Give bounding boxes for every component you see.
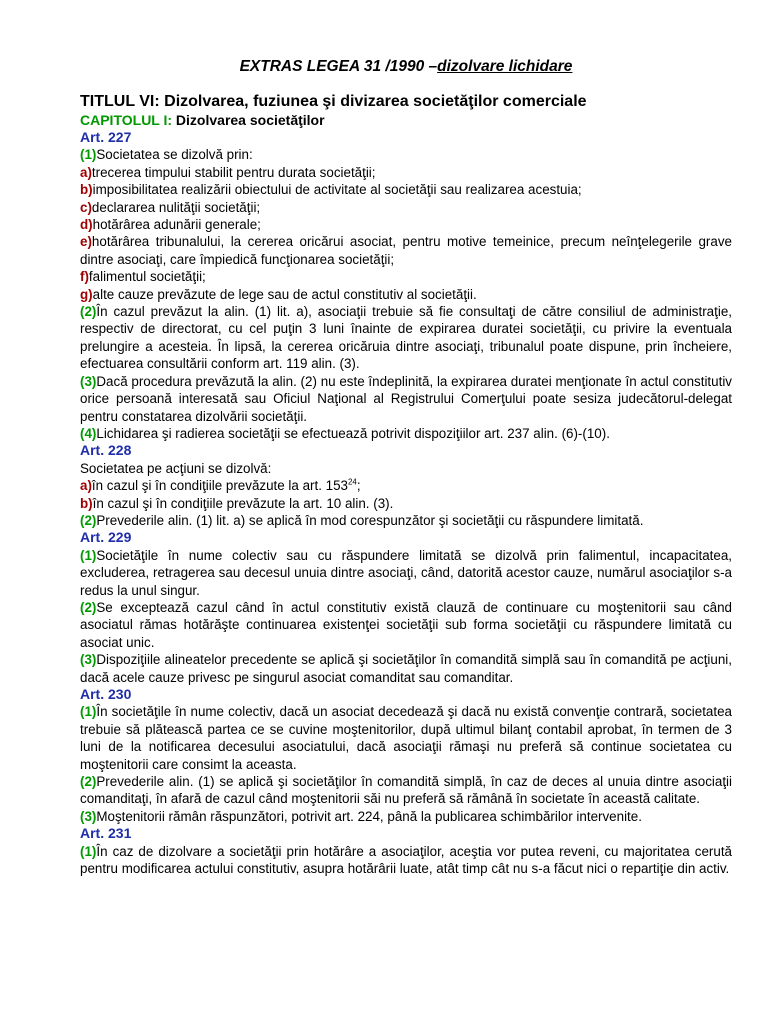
- paragraph-marker: (2): [80, 774, 97, 790]
- paragraph-marker: (2): [80, 512, 97, 528]
- list-item: [80, 286, 732, 303]
- list-text: în cazul şi în condiţiile prevăzute la art. 10 alin. (3).: [92, 495, 394, 511]
- chapter-heading: [80, 112, 732, 129]
- paragraph: [80, 303, 732, 373]
- list-text: hotărârea adunării generale;: [92, 217, 261, 233]
- paragraph: [80, 808, 732, 825]
- paragraph: [80, 512, 732, 529]
- paragraph: [80, 843, 732, 878]
- paragraph: [80, 373, 732, 425]
- list-text: imposibilitatea realizării obiectului de activitate al societăţii sau realizarea acestuia;: [92, 182, 582, 198]
- paragraph-marker: (1): [80, 843, 97, 859]
- superscript: 24: [347, 477, 357, 487]
- list-text: hotărârea tribunalului, la cererea oricărui asociat, pentru motive temeinice, precum neînţelegerile grave dintre asociaţi, care împiedică funcţionarea societăţii;: [80, 234, 732, 267]
- list-marker: c): [80, 199, 92, 215]
- title-heading: TITLUL VI: Dizolvarea, fuziunea şi divizarea societăţilor comerciale: [80, 93, 587, 110]
- document-title: [80, 56, 732, 78]
- paragraph-marker: (3): [80, 808, 97, 824]
- list-text: alte cauze prevăzute de lege sau de actul constitutiv al societăţii.: [92, 286, 477, 302]
- list-text: trecerea timpului stabilit pentru durata societăţii;: [91, 164, 376, 180]
- paragraph: [80, 146, 732, 163]
- list-item: [80, 164, 732, 181]
- paragraph-marker: (2): [80, 599, 97, 615]
- paragraph-text: Se exceptează cazul când în actul constitutiv există clauză de continuare cu moştenitorii sau când asociatul rămas hotărăşte continuarea existenţei societăţii sub forma societăţii cu răspundere limitată cu asociat unic.: [80, 599, 732, 650]
- paragraph: [80, 599, 732, 651]
- article-229-heading: Art. 229: [80, 529, 132, 546]
- paragraph-text: Prevederile alin. (1) se aplică şi societăţilor în comandită simplă, în caz de deces al unuia dintre asociaţii comanditaţi, în afară de cazul când moştenitorii săi nu preferă să rămână în societate în această calitate.: [80, 774, 732, 807]
- paragraph-marker: (1): [80, 147, 97, 163]
- chapter-text: Dizolvarea societăţilor: [172, 112, 325, 128]
- list-text: falimentul societăţii;: [88, 269, 206, 285]
- list-marker: a): [80, 478, 92, 494]
- list-item: [80, 477, 732, 494]
- paragraph-text: Societăţile în nume colectiv sau cu răspundere limitată se dizolvă prin falimentul, incapacitatea, excluderea, retragerea sau decesul unuia dintre asociaţi, când, datorită acestor cauze, numărul asociaţilor s-a redus la unul singur.: [80, 547, 732, 598]
- list-text: în cazul şi în condiţiile prevăzute la art. 153: [91, 478, 348, 494]
- list-item: [80, 495, 732, 512]
- paragraph-marker: (2): [80, 304, 97, 320]
- article-231-heading: Art. 231: [80, 825, 132, 842]
- paragraph-text: Prevederile alin. (1) lit. a) se aplică în mod corespunzător şi societăţii cu răspundere limitată.: [96, 512, 644, 528]
- paragraph-text: Societatea se dizolvă prin:: [96, 147, 253, 163]
- list-item: [80, 181, 732, 198]
- list-marker: g): [80, 286, 93, 302]
- paragraph-text: În cazul prevăzut la alin. (1) lit. a), asociaţii trebuie să fie consultaţi de către consiliul de administraţie, respectiv de directorat, cu cel puţin 3 luni înainte de expirarea duratei societăţii, cu privire la eventuala prelungire a acesteia. În lipsă, la cererea oricăruia dintre asociaţi, tribunalul poate dispune, prin încheiere, efectuarea consultării conform art. 119 alin. (3).: [80, 304, 732, 372]
- paragraph-text: Dispoziţiile alineatelor precedente se aplică şi societăţilor în comandită simplă sau în comandită pe acţiuni, dacă acele cauze privesc pe singurul asociat comanditat sau comanditar.: [80, 652, 732, 685]
- article-228-heading: Art. 228: [80, 442, 132, 459]
- list-marker: f): [80, 269, 89, 285]
- paragraph: [80, 425, 732, 442]
- paragraph-marker: (1): [80, 547, 97, 563]
- paragraph-text: În caz de dizolvare a societăţii prin hotărâre a asociaţilor, aceştia vor putea reveni, cu majoritatea cerută pentru modificarea actului constitutiv, asupra hotărârii luate, atât timp cât nu s-a făcut nici o repartiţie din activ.: [80, 843, 732, 877]
- list-item: [80, 199, 732, 216]
- paragraph-marker: (3): [80, 373, 97, 389]
- chapter-label: CAPITOLUL I:: [80, 112, 173, 128]
- paragraph: Societatea pe acţiuni se dizolvă:: [80, 460, 272, 476]
- paragraph: [80, 547, 732, 599]
- paragraph: [80, 651, 732, 686]
- title-prefix: EXTRAS LEGEA 31 /1990 –: [239, 58, 438, 75]
- paragraph: [80, 773, 732, 808]
- list-item: [80, 233, 732, 268]
- list-item: [80, 268, 732, 285]
- article-227-heading: Art. 227: [80, 129, 132, 145]
- list-text-end: ;: [356, 478, 361, 494]
- article-230-heading: Art. 230: [80, 686, 132, 702]
- list-text: declararea nulităţii societăţii;: [91, 199, 261, 215]
- paragraph-marker: (4): [80, 425, 97, 441]
- list-marker: e): [80, 234, 92, 250]
- paragraph: [80, 703, 732, 773]
- list-marker: a): [80, 164, 92, 180]
- paragraph-text: Lichidarea şi radierea societăţii se efectuează potrivit dispoziţiilor art. 237 alin. (6)-(10).: [96, 425, 610, 441]
- list-marker: b): [80, 182, 93, 198]
- title-underlined: dizolvare lichidare: [437, 58, 573, 75]
- list-marker: b): [80, 495, 93, 511]
- list-item: [80, 216, 732, 233]
- paragraph-marker: (1): [80, 704, 97, 720]
- paragraph-text: Moştenitorii rămân răspunzători, potrivit art. 224, până la publicarea schimbărilor intervenite.: [96, 808, 642, 824]
- paragraph-marker: (3): [80, 652, 97, 668]
- paragraph-text: În societăţile în nume colectiv, dacă un asociat decedează şi dacă nu există convenţie contrară, societatea trebuie să plătească partea ce se cuvine moştenitorilor, după ultimul bilanţ contabil aprobat, în termen de 3 luni de la notificarea decesului asociatului, dacă asociaţii rămaşi nu preferă să continue societatea cu moştenitorii care consimt la aceasta.: [80, 704, 732, 772]
- paragraph-text: Dacă procedura prevăzută la alin. (2) nu este îndeplinită, la expirarea duratei menţionate în actul constitutiv orice persoană interesată sau Oficiul Naţional al Registrului Comerţului poate sesiza judecătorul-delegat pentru constatarea dizolvării societăţii.: [80, 373, 732, 424]
- list-marker: d): [80, 217, 93, 233]
